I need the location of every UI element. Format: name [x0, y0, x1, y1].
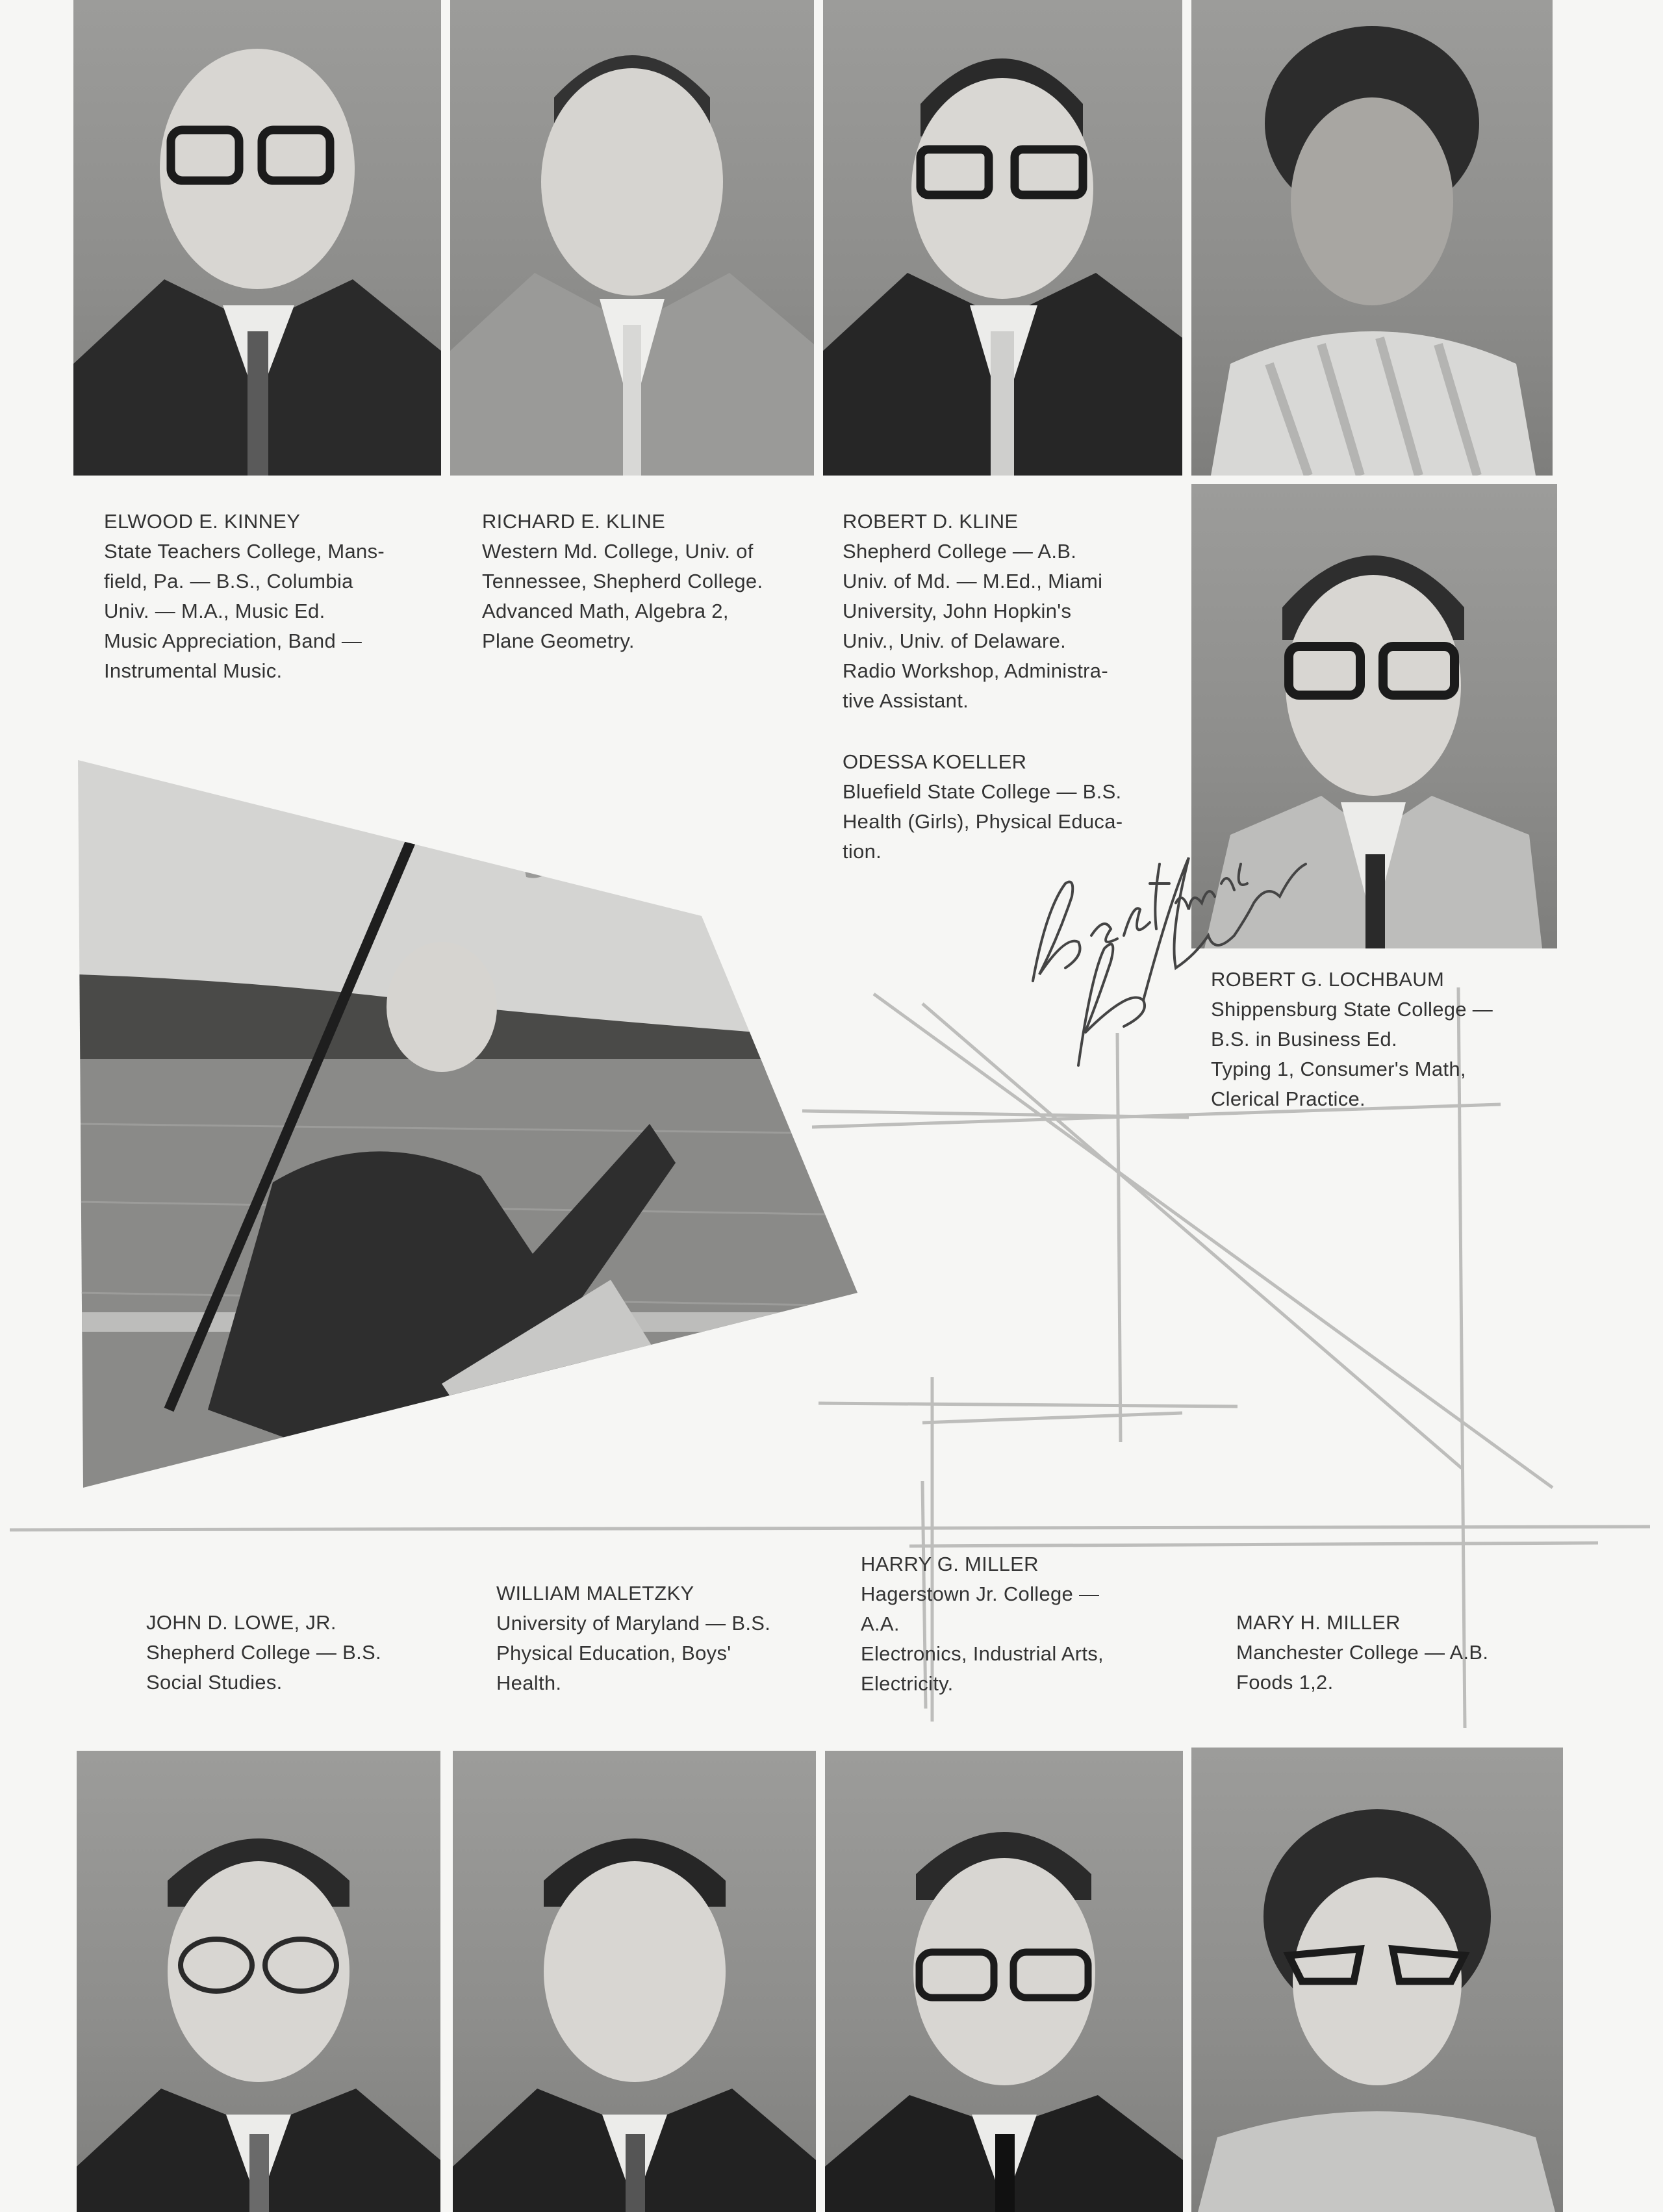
faculty-detail-line: tion.: [843, 840, 882, 863]
faculty-detail-line: field, Pa. — B.S., Columbia: [104, 570, 353, 592]
faculty-detail-line: Social Studies.: [146, 1671, 283, 1694]
faculty-detail-line: tive Assistant.: [843, 689, 969, 712]
faculty-detail-line: Hagerstown Jr. College —: [861, 1583, 1100, 1605]
faculty-detail-line: Tennessee, Shepherd College.: [482, 570, 763, 592]
faculty-detail-line: Music Appreciation, Band —: [104, 629, 362, 652]
faculty-name: HARRY G. MILLER: [861, 1553, 1039, 1575]
faculty-detail-line: Health.: [496, 1672, 562, 1694]
portrait-john-lowe: [77, 1751, 440, 2212]
faculty-name: ODESSA KOELLER: [843, 750, 1027, 773]
faculty-detail-line: Manchester College — A.B.: [1236, 1641, 1489, 1664]
faculty-name: MARY H. MILLER: [1236, 1611, 1401, 1634]
faculty-detail-line: Clerical Practice.: [1211, 1087, 1365, 1110]
faculty-detail-line: Foods 1,2.: [1236, 1671, 1334, 1694]
faculty-detail-line: Shepherd College — B.S.: [146, 1641, 381, 1664]
caption-mary-miller: [1236, 1608, 1522, 1697]
faculty-detail-line: University of Maryland — B.S.: [496, 1612, 771, 1634]
faculty-name: WILLIAM MALETZKY: [496, 1582, 694, 1605]
faculty-detail-line: Instrumental Music.: [104, 659, 283, 682]
faculty-detail-line: B.S. in Business Ed.: [1211, 1028, 1397, 1050]
faculty-detail-line: Univ., Univ. of Delaware.: [843, 629, 1067, 652]
caption-william-maletzky: [496, 1579, 795, 1698]
faculty-detail-line: Shepherd College — A.B.: [843, 540, 1077, 563]
portrait-william-maletzky: [453, 1751, 816, 2212]
portrait-robert-d-kline: [823, 0, 1182, 476]
faculty-name: ROBERT D. KLINE: [843, 510, 1019, 533]
candid-fishing-photo: [78, 760, 857, 1494]
faculty-detail-line: State Teachers College, Mans-: [104, 540, 385, 563]
faculty-detail-line: Typing 1, Consumer's Math,: [1211, 1058, 1466, 1080]
faculty-detail-line: Univ. of Md. — M.Ed., Miami: [843, 570, 1103, 592]
portrait-odessa-koeller: [1191, 0, 1553, 476]
faculty-detail-line: University, John Hopkin's: [843, 600, 1072, 622]
portrait-elwood-kinney: [73, 0, 441, 476]
faculty-detail-line: Shippensburg State College —: [1211, 998, 1493, 1021]
caption-john-lowe: [146, 1608, 432, 1697]
handwritten-signature: [1020, 806, 1319, 1078]
faculty-detail-line: Advanced Math, Algebra 2,: [482, 600, 729, 622]
faculty-name: JOHN D. LOWE, JR.: [146, 1611, 336, 1634]
faculty-name: ELWOOD E. KINNEY: [104, 510, 301, 533]
faculty-detail-line: Plane Geometry.: [482, 629, 635, 652]
caption-elwood-kinney: [104, 507, 403, 686]
faculty-detail-line: Bluefield State College — B.S.: [843, 780, 1122, 803]
caption-richard-kline: [482, 507, 781, 656]
faculty-detail-line: Radio Workshop, Administra-: [843, 659, 1108, 682]
faculty-detail-line: A.A.: [861, 1612, 900, 1635]
portrait-harry-miller: [825, 1751, 1183, 2212]
faculty-detail-line: Physical Education, Boys': [496, 1642, 731, 1664]
faculty-detail-line: Western Md. College, Univ. of: [482, 540, 754, 563]
faculty-detail-line: Univ. — M.A., Music Ed.: [104, 600, 325, 622]
faculty-name: ROBERT G. LOCHBAUM: [1211, 968, 1445, 991]
caption-harry-miller: [861, 1549, 1160, 1699]
portrait-richard-kline: [450, 0, 814, 476]
faculty-detail-line: Electricity.: [861, 1672, 954, 1695]
faculty-detail-line: Health (Girls), Physical Educa-: [843, 810, 1123, 833]
caption-robert-d-kline: [843, 507, 1141, 716]
faculty-name: RICHARD E. KLINE: [482, 510, 666, 533]
portrait-mary-miller: [1191, 1748, 1563, 2212]
faculty-detail-line: Electronics, Industrial Arts,: [861, 1642, 1104, 1665]
